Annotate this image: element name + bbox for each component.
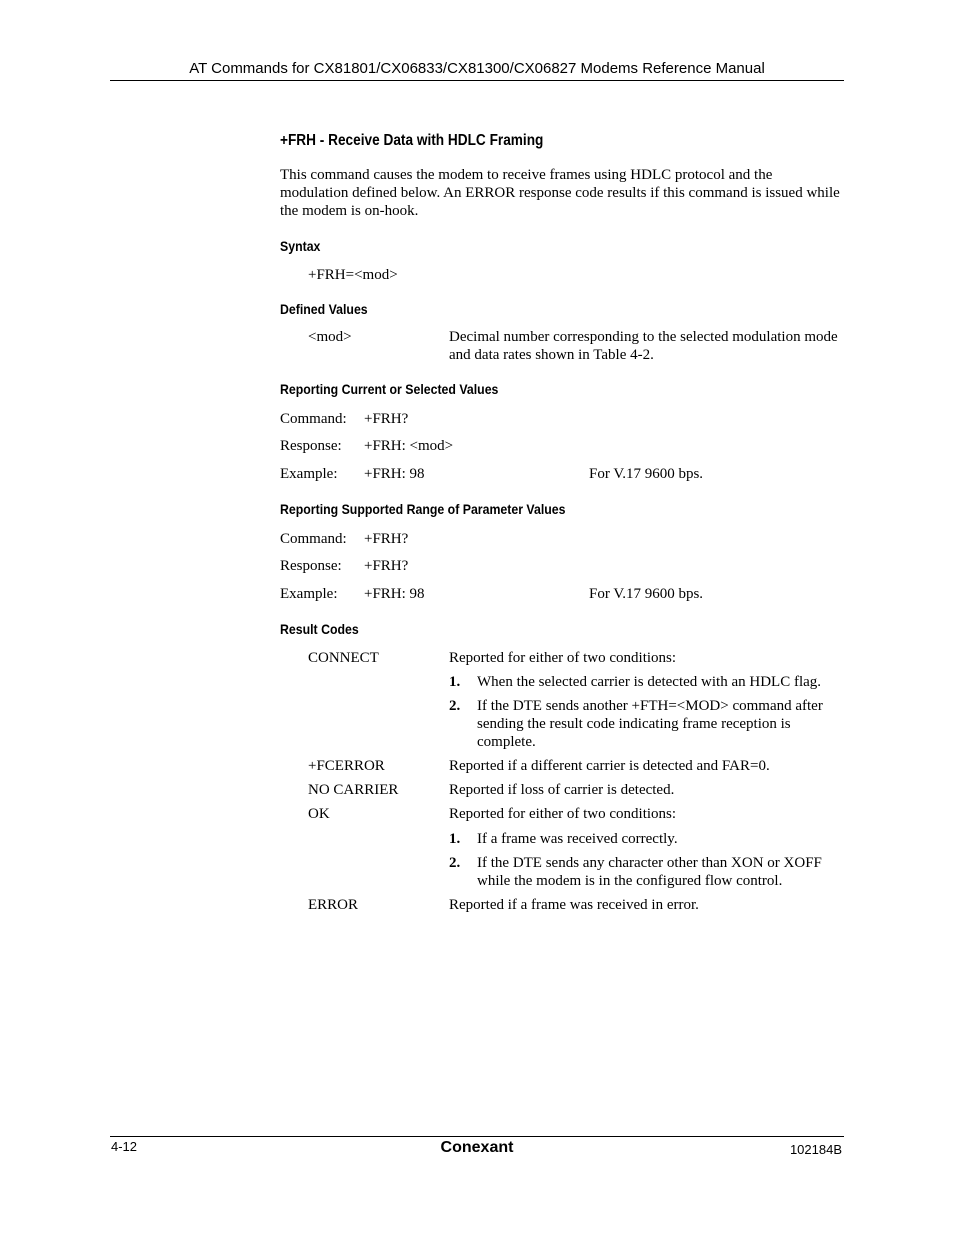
result-desc-no-carrier: Reported if loss of carrier is detected.	[449, 782, 675, 798]
current-command-label: Command:	[280, 411, 347, 427]
result-code-connect: CONNECT	[308, 650, 379, 666]
result-codes-heading: Result Codes	[280, 621, 359, 637]
intro-paragraph: This command causes the modem to receive frames using HDLC protocol and the modulation defined below. An ERROR response code results if this command is issued while the modem is on-hook.	[280, 167, 840, 219]
ok-item-1-num: 1.	[449, 831, 461, 847]
current-response-label: Response:	[280, 438, 342, 454]
result-desc-fcerror: Reported if a different carrier is detected and FAR=0.	[449, 758, 770, 774]
ok-item-2-num: 2.	[449, 855, 461, 871]
range-command-label: Command:	[280, 531, 347, 547]
connect-item-2-text: If the DTE sends another +FTH=<MOD> command after sending the result code indicating frame reception is complete.	[477, 698, 823, 750]
result-desc-error: Reported if a frame was received in error.	[449, 897, 699, 913]
current-example-note: For V.17 9600 bps.	[589, 466, 704, 482]
footer-company: Conexant	[440, 1139, 514, 1156]
current-command: +FRH?	[364, 411, 409, 427]
defined-value-desc: Decimal number corresponding to the selected modulation mode and data rates shown in Table 4-2.	[449, 329, 838, 363]
range-response-label: Response:	[280, 558, 342, 574]
footer-rule	[110, 1136, 844, 1137]
connect-item-1-text: When the selected carrier is detected with an HDLC flag.	[477, 674, 822, 690]
range-example-note: For V.17 9600 bps.	[589, 586, 704, 602]
result-code-error: ERROR	[308, 897, 359, 913]
connect-item-2-num: 2.	[449, 698, 461, 714]
range-example-label: Example:	[280, 586, 338, 602]
ok-item-2-text: If the DTE sends any character other than XON or XOFF while the modem is in the configured flow control.	[477, 855, 822, 889]
page-number: 4-12	[111, 1139, 138, 1154]
section-title: +FRH - Receive Data with HDLC Framing	[280, 132, 544, 149]
reporting-range-heading: Reporting Supported Range of Parameter Values	[280, 501, 566, 517]
defined-value-param: <mod>	[308, 329, 352, 345]
result-desc-ok: Reported for either of two conditions:	[449, 806, 677, 822]
reporting-current-heading: Reporting Current or Selected Values	[280, 381, 499, 397]
current-example-label: Example:	[280, 466, 338, 482]
running-header: AT Commands for CX81801/CX06833/CX81300/CX06827 Modems Reference Manual	[189, 60, 765, 77]
document-number: 102184B	[789, 1142, 842, 1157]
current-response: +FRH: <mod>	[364, 438, 454, 454]
header-rule	[110, 80, 844, 81]
syntax-heading: Syntax	[280, 238, 321, 254]
ok-item-1-text: If a frame was received correctly.	[477, 831, 678, 847]
syntax-text: +FRH=<mod>	[308, 267, 398, 283]
range-command: +FRH?	[364, 531, 409, 547]
defined-values-heading: Defined Values	[280, 301, 368, 317]
result-code-fcerror: +FCERROR	[308, 758, 385, 774]
range-response: +FRH?	[364, 558, 409, 574]
current-example: +FRH: 98	[364, 466, 425, 482]
range-example: +FRH: 98	[364, 586, 425, 602]
result-code-ok: OK	[308, 806, 330, 822]
result-code-no-carrier: NO CARRIER	[308, 782, 399, 798]
result-desc-connect: Reported for either of two conditions:	[449, 650, 677, 666]
connect-item-1-num: 1.	[449, 674, 461, 690]
